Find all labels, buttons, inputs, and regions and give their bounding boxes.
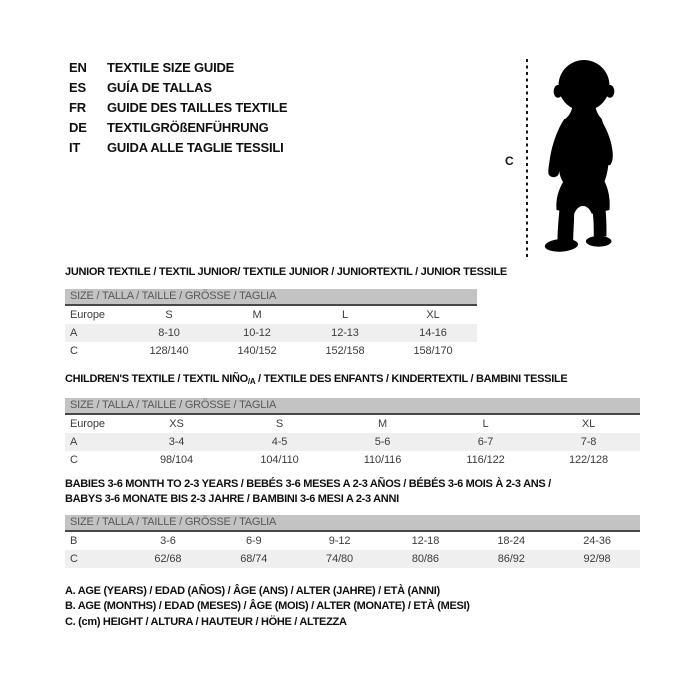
row-label: Europe bbox=[70, 309, 105, 321]
legend bbox=[65, 584, 470, 630]
table-title bbox=[65, 477, 640, 507]
figure-area bbox=[495, 50, 655, 270]
title-subscript: /A bbox=[247, 377, 256, 386]
size-header-bar: SIZE / TALLA / TAILLE / GRÖSSE / TAGLIA bbox=[65, 515, 640, 532]
language-code: IT bbox=[69, 139, 81, 155]
size-cell: 92/98 bbox=[583, 553, 611, 565]
language-code: EN bbox=[69, 59, 87, 75]
size-cell: 12-13 bbox=[331, 327, 359, 339]
table-title bbox=[65, 373, 640, 388]
language-code: DE bbox=[69, 119, 87, 135]
language-label: GUÍA DE TALLAS bbox=[107, 79, 212, 95]
table-title: JUNIOR TEXTILE / TEXTIL JUNIOR/ TEXTILE JUNIOR / JUNIORTEXTIL / JUNIOR TESSILE bbox=[65, 266, 507, 278]
table-row bbox=[65, 324, 477, 342]
size-header-bar: SIZE / TALLA / TAILLE / GRÖSSE / TAGLIA bbox=[65, 289, 477, 306]
size-cell: XS bbox=[169, 418, 184, 430]
title-segment: CHILDREN'S TEXTILE / TEXTIL NIÑO bbox=[65, 373, 248, 385]
size-cell: L bbox=[482, 418, 489, 430]
language-code: ES bbox=[69, 79, 86, 95]
table-row bbox=[65, 342, 477, 360]
height-dashed-line bbox=[526, 59, 528, 259]
size-cell: 110/116 bbox=[363, 454, 402, 466]
childrens-textile-table bbox=[65, 373, 640, 469]
size-cell: 6-9 bbox=[245, 535, 262, 547]
size-cell: 98/104 bbox=[159, 454, 194, 466]
size-cell: 7-8 bbox=[580, 436, 597, 448]
table-row bbox=[65, 415, 640, 433]
size-cell: L bbox=[341, 309, 349, 321]
size-cell: M bbox=[252, 309, 262, 321]
table-row bbox=[65, 451, 640, 469]
legend-line-a: A. AGE (YEARS) / EDAD (AÑOS) / ÂGE (ANS) / ALTER (JAHRE) / ETÀ (ANNI) bbox=[65, 585, 440, 597]
table-row bbox=[65, 306, 477, 324]
language-label: GUIDE DES TAILLES TEXTILE bbox=[107, 99, 288, 115]
size-cell: 5-6 bbox=[374, 436, 391, 448]
row-label: A bbox=[70, 436, 78, 448]
language-row bbox=[69, 117, 287, 137]
size-cell: S bbox=[275, 418, 284, 430]
size-cell: 18-24 bbox=[497, 535, 526, 547]
size-cell: 6-7 bbox=[477, 436, 494, 448]
junior-textile-table bbox=[65, 266, 507, 360]
row-label: C bbox=[70, 345, 78, 357]
size-cell: 68/74 bbox=[240, 553, 268, 565]
size-cell: 4-5 bbox=[271, 436, 288, 448]
language-row bbox=[69, 97, 287, 117]
size-cell: 86/92 bbox=[497, 553, 525, 565]
size-cell: XL bbox=[581, 418, 596, 430]
size-cell: XL bbox=[426, 309, 440, 321]
title-line: BABYS 3-6 MONATE BIS 2-3 JAHRE / BAMBINI 3-6 MESI A 2-3 ANNI bbox=[65, 493, 399, 505]
title-line: BABIES 3-6 MONTH TO 2-3 YEARS / BEBÉS 3-6 MESES A 2-3 AÑOS / BÉBÉS 3-6 MOIS À 2-3 ANS / bbox=[65, 478, 551, 490]
size-cell: 12-18 bbox=[411, 535, 440, 547]
babies-textile-table bbox=[65, 477, 640, 568]
language-code: FR bbox=[69, 99, 86, 115]
size-cell: 158/170 bbox=[413, 345, 453, 357]
language-label: TEXTILGRÖßENFÜHRUNG bbox=[107, 119, 269, 135]
language-row bbox=[69, 77, 287, 97]
legend-line-b: B. AGE (MONTHS) / EDAD (MESES) / ÂGE (MOIS) / ALTER (MONATE) / ETÀ (MESI) bbox=[65, 600, 470, 613]
size-cell: 104/110 bbox=[260, 454, 299, 466]
language-row bbox=[69, 57, 287, 77]
size-cell: 10-12 bbox=[243, 327, 271, 339]
row-label: A bbox=[70, 327, 78, 339]
size-cell: 14-16 bbox=[419, 327, 447, 339]
language-row bbox=[69, 137, 287, 157]
size-cell: 128/140 bbox=[149, 345, 189, 357]
table-row bbox=[65, 550, 640, 568]
language-list bbox=[69, 57, 287, 157]
size-cell: S bbox=[165, 309, 173, 321]
size-cell: 8-10 bbox=[158, 327, 180, 339]
legend-line-c: C. (cm) HEIGHT / ALTURA / HAUTEUR / HÖHE / ALTEZZA bbox=[65, 615, 347, 628]
size-cell: 24-36 bbox=[583, 535, 611, 547]
height-dimension-label: C bbox=[505, 154, 514, 168]
size-cell: M bbox=[377, 418, 388, 430]
language-label: TEXTILE SIZE GUIDE bbox=[107, 59, 235, 75]
size-header-bar: SIZE / TALLA / TAILLE / GRÖSSE / TAGLIA bbox=[65, 398, 640, 415]
baby-silhouette-icon bbox=[534, 56, 632, 262]
size-cell: 62/68 bbox=[154, 553, 182, 565]
table-row bbox=[65, 532, 640, 550]
row-label: C bbox=[70, 553, 78, 565]
size-cell: 80/86 bbox=[411, 553, 439, 565]
size-cell: 3-6 bbox=[160, 535, 176, 547]
size-cell: 152/158 bbox=[325, 345, 365, 357]
size-cell: 122/128 bbox=[568, 454, 609, 466]
size-cell: 74/80 bbox=[326, 553, 354, 565]
title-segment: / TEXTILE DES ENFANTS / KINDERTEXTIL / BAMBINI TESSILE bbox=[255, 373, 568, 385]
size-cell: 116/122 bbox=[466, 454, 505, 466]
size-cell: 9-12 bbox=[328, 535, 351, 547]
language-label: GUIDA ALLE TAGLIE TESSILI bbox=[107, 139, 284, 155]
table-row bbox=[65, 433, 640, 451]
size-cell: 3-4 bbox=[168, 436, 185, 448]
row-label: Europe bbox=[70, 418, 105, 430]
row-label: B bbox=[70, 535, 78, 547]
row-label: C bbox=[70, 454, 78, 466]
size-cell: 140/152 bbox=[237, 345, 277, 357]
